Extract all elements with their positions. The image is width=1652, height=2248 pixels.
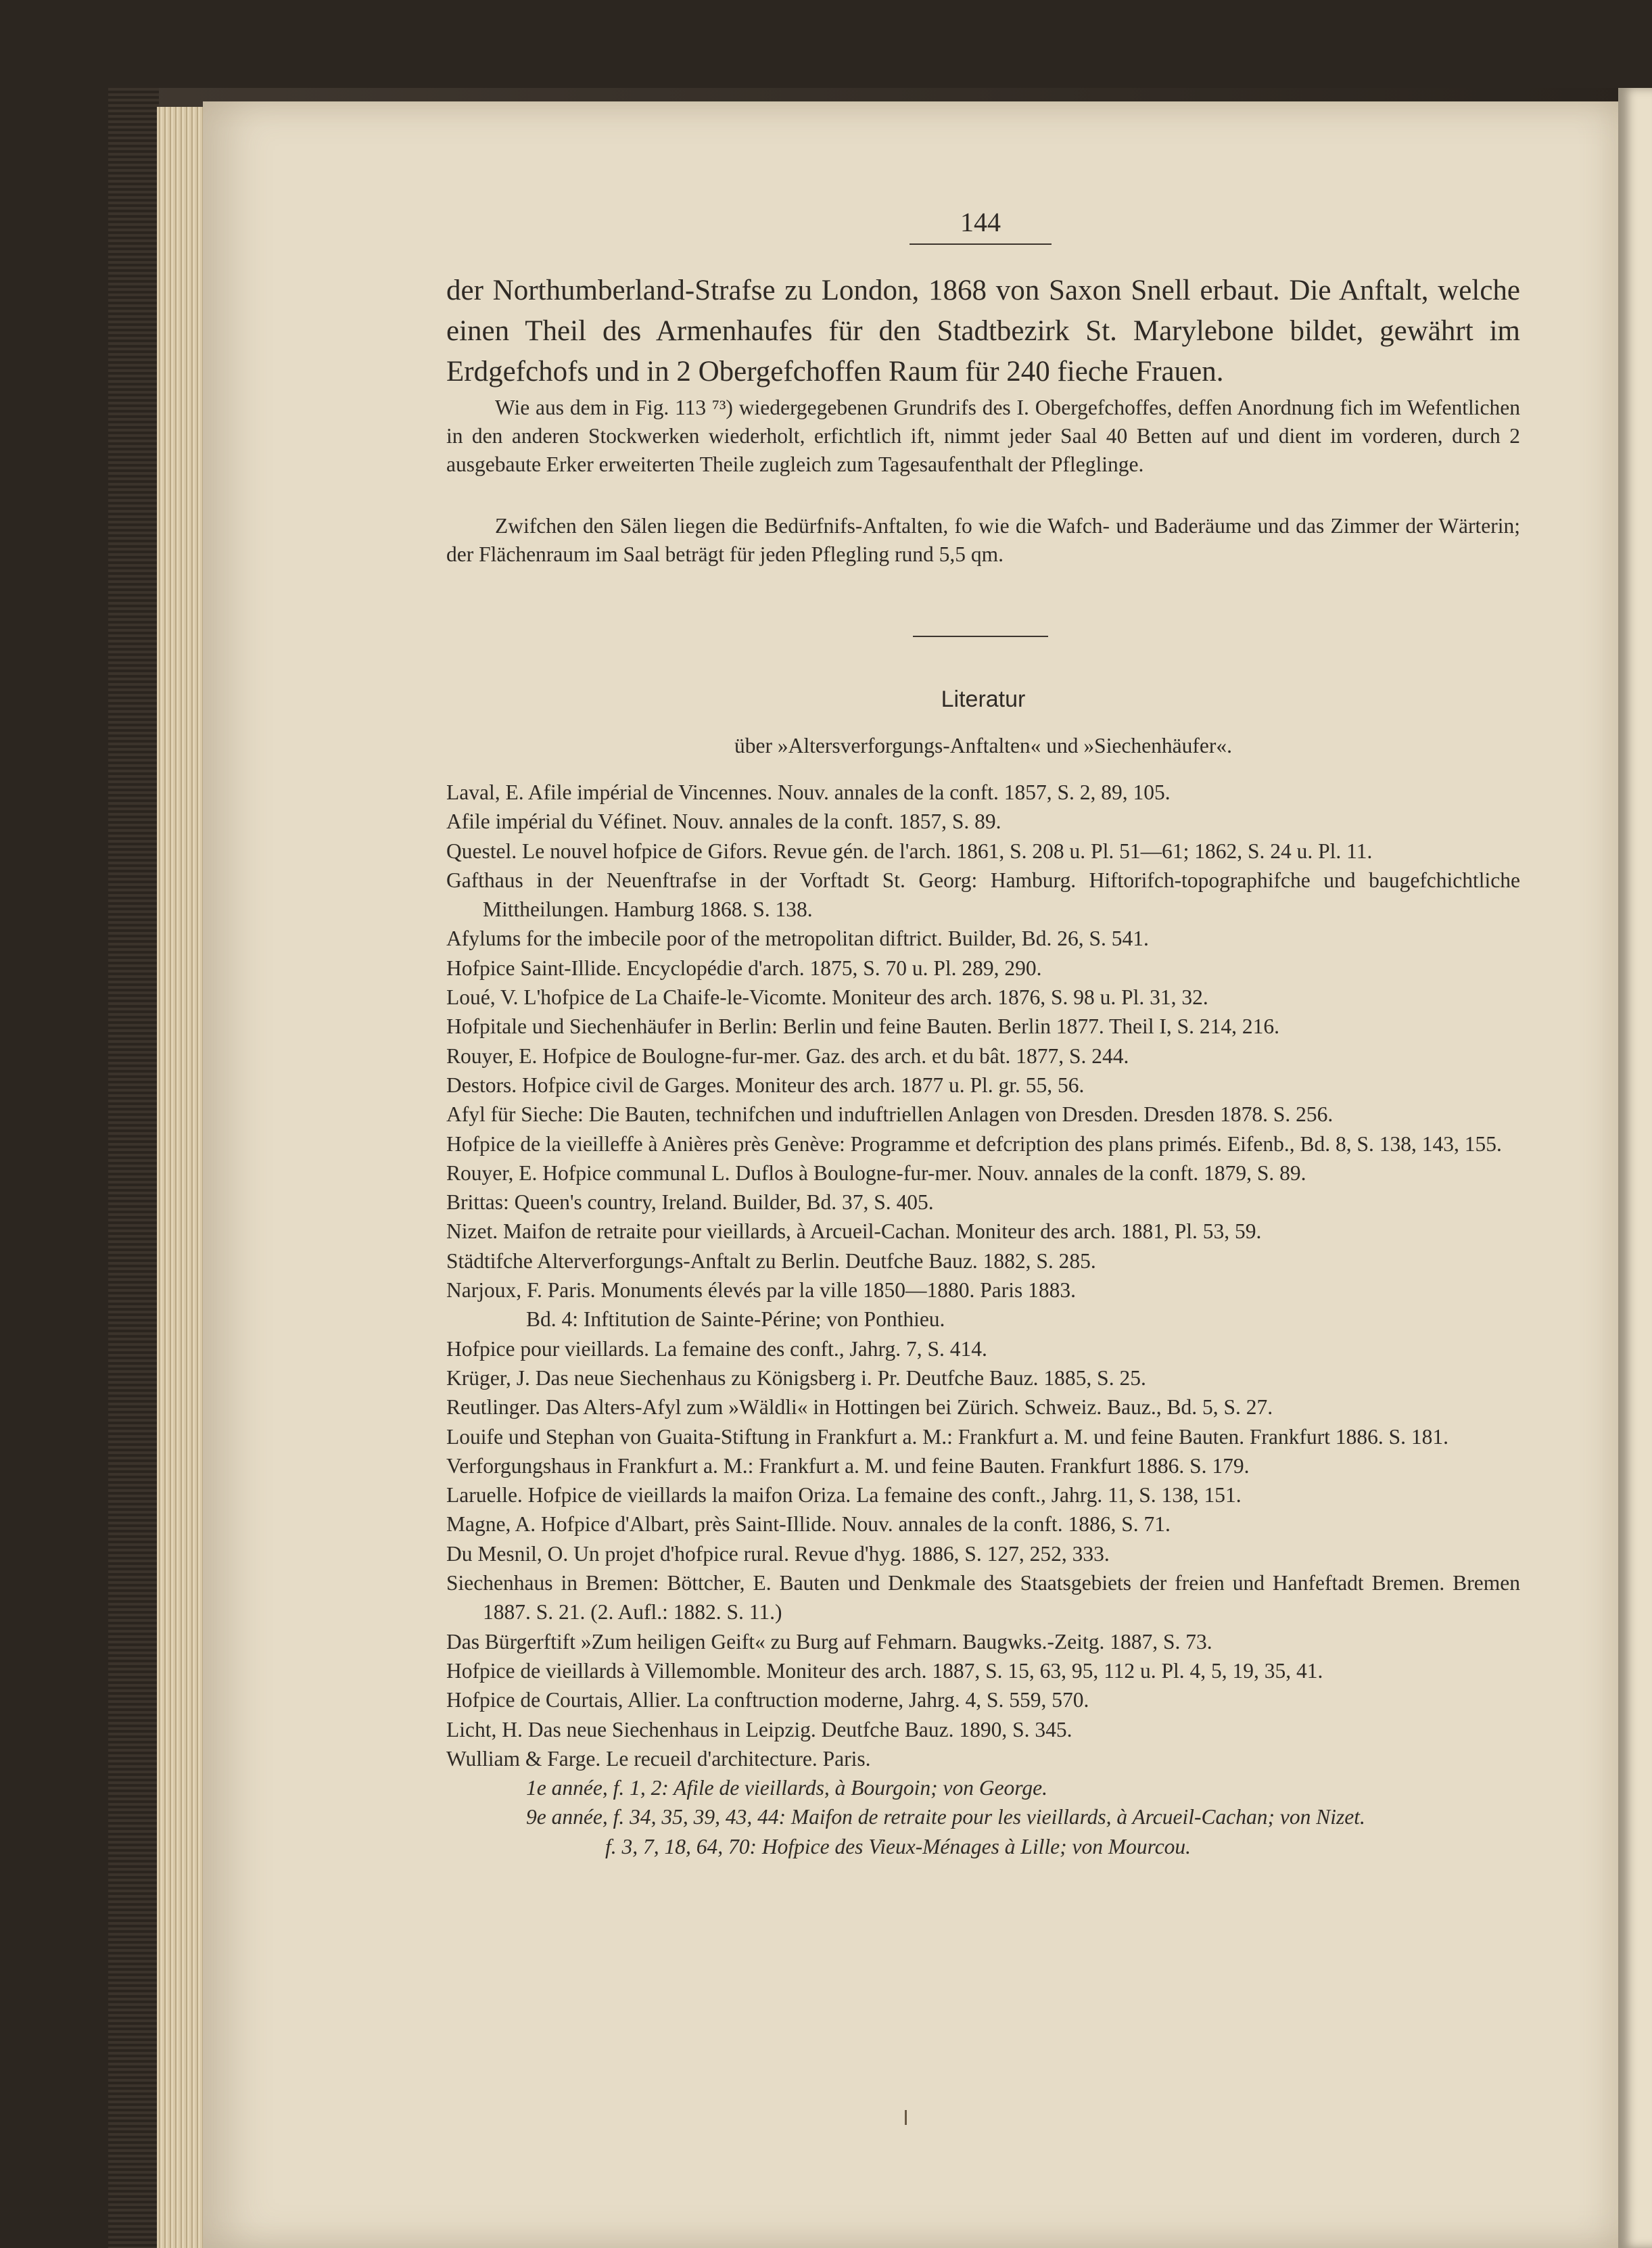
intro-paragraph: der Northumberland-Strafse zu London, 1868 von Saxon Snell erbaut. Die Anftalt, welche einen Theil des Armenhaufes für den Stadtbezirk St. Marylebone bildet, gewährt im Erdgefchofs und in 2 Obergefchoffen Raum für 240 fieche Frauen. — [446, 275, 1520, 388]
reference-list — [446, 778, 1520, 1861]
reference-item: Rouyer, E. Hofpice de Boulogne-fur-mer. Gaz. des arch. et du bât. 1877, S. 244. — [446, 1044, 1129, 1068]
reference-item: Laruelle. Hofpice de vieillards la maifon Oriza. La femaine des conft., Jahrg. 11, S. 138, 151. — [446, 1483, 1242, 1507]
next-page-edge — [1618, 88, 1652, 2248]
reference-subitem: 1e année, f. 1, 2: Afile de vieillards, à Bourgoin; von George. — [526, 1776, 1047, 1800]
reference-item: Laval, E. Afile impérial de Vincennes. Nouv. annales de la conft. 1857, S. 2, 89, 105. — [446, 780, 1171, 804]
reference-item: Hofpice Saint-Illide. Encyclopédie d'arch. 1875, S. 70 u. Pl. 289, 290. — [446, 956, 1042, 980]
reference-item: Afyl für Sieche: Die Bauten, technifchen und induftriellen Anlagen von Dresden. Dresden 1878. S. 256. — [446, 1102, 1334, 1127]
reference-item: Destors. Hofpice civil de Garges. Moniteur des arch. 1877 u. Pl. gr. 55, 56. — [446, 1073, 1085, 1097]
reference-subitem: f. 3, 7, 18, 64, 70: Hofpice des Vieux-Ménages à Lille; von Mourcou. — [605, 1834, 1191, 1858]
reference-item: Loué, V. L'hofpice de La Chaife-le-Vicomte. Moniteur des arch. 1876, S. 98 u. Pl. 31, 32. — [446, 985, 1208, 1010]
reference-item: Magne, A. Hofpice d'Albart, près Saint-Illide. Nouv. annales de la conft. 1886, S. 71. — [446, 1512, 1171, 1537]
reference-item: Questel. Le nouvel hofpice de Gifors. Revue gén. de l'arch. 1861, S. 208 u. Pl. 51—61; 1862, S. 24 u. Pl. 11. — [446, 839, 1373, 863]
page-number-rule — [910, 243, 1052, 245]
reference-item: Hofpice de vieillards à Villemomble. Moniteur des arch. 1887, S. 15, 63, 95, 112 u. Pl. 4, 5, 19, 35, 41. — [446, 1658, 1323, 1683]
reference-item: Wulliam & Farge. Le recueil d'architecture. Paris. — [446, 1746, 871, 1771]
body-paragraph-2: Zwifchen den Sälen liegen die Bedürfnifs-Anftalten, fo wie die Wafch- und Baderäume und das Zimmer der Wärterin; der Flächenraum im Saal beträgt für jeden Pflegling rund 5,5 qm. — [446, 514, 1520, 566]
page-edges — [157, 107, 210, 2248]
reference-item: Gafthaus in der Neuenftrafse in der Vorftadt St. Georg: Hamburg. Hiftorifch-topographifche und baugefchichtliche Mittheilungen. Hamburg 1868. S. 138. — [446, 868, 1520, 922]
reference-item: Afylums for the imbecile poor of the metropolitan diftrict. Builder, Bd. 26, S. 541. — [446, 927, 1149, 951]
page-mark — [905, 2110, 907, 2125]
body-paragraph-1: Wie aus dem in Fig. 113 ⁷³) wiedergegebenen Grundrifs des I. Obergefchoffes, deffen Anordnung fich im Wefentlichen in den anderen Stockwerken wiederholt, erfichtlich ift, nimmt jeder Saal 40 Betten auf und dient im vorderen, durch 2 ausgebaute Erker erweiterten Theile zugleich zum Tagesaufenthalt der Pfleglinge. — [446, 396, 1520, 476]
page-number: 144 — [960, 207, 1001, 237]
reference-subitem: Bd. 4: Inftitution de Sainte-Périne; von Ponthieu. — [526, 1307, 945, 1332]
literature-subtitle: über »Altersverforgungs-Anftalten« und »Siechenhäufer«. — [734, 734, 1232, 757]
reference-item: Siechenhaus in Bremen: Böttcher, E. Bauten und Denkmale des Staatsgebiets der freien und Hanfeftadt Bremen. Bremen 1887. S. 21. (2. Aufl.: 1882. S. 11.) — [446, 1571, 1520, 1624]
reference-item: Rouyer, E. Hofpice communal L. Duflos à Boulogne-fur-mer. Nouv. annales de la conft. 1879, S. 89. — [446, 1161, 1306, 1185]
reference-item: Brittas: Queen's country, Ireland. Builder, Bd. 37, S. 405. — [446, 1190, 934, 1215]
reference-item: Reutlinger. Das Alters-Afyl zum »Wäldli« in Hottingen bei Zürich. Schweiz. Bauz., Bd. 5, S. 27. — [446, 1395, 1273, 1420]
reference-item: Städtifche Alterverforgungs-Anftalt zu Berlin. Deutfche Bauz. 1882, S. 285. — [446, 1248, 1096, 1273]
reference-item: Du Mesnil, O. Un projet d'hofpice rural. Revue d'hyg. 1886, S. 127, 252, 333. — [446, 1541, 1110, 1566]
reference-subitem: 9e année, f. 34, 35, 39, 43, 44: Maifon de retraite pour les vieillards, à Arcueil-Cachan; von Nizet. — [526, 1805, 1365, 1829]
reference-item: Louife und Stephan von Guaita-Stiftung in Frankfurt a. M.: Frankfurt a. M. und feine Bauten. Frankfurt 1886. S. 181. — [446, 1424, 1449, 1449]
reference-item: Hofpice pour vieillards. La femaine des conft., Jahrg. 7, S. 414. — [446, 1336, 987, 1361]
literature-title: Literatur — [941, 686, 1026, 712]
reference-item: Nizet. Maifon de retraite pour vieillards, à Arcueil-Cachan. Moniteur des arch. 1881, Pl. 53, 59. — [446, 1219, 1262, 1244]
reference-item: Verforgungshaus in Frankfurt a. M.: Frankfurt a. M. und feine Bauten. Frankfurt 1886. S. 179. — [446, 1453, 1250, 1478]
reference-item: Narjoux, F. Paris. Monuments élevés par la ville 1850—1880. Paris 1883. — [446, 1278, 1076, 1303]
reference-item: Hofpice de Courtais, Allier. La conftruction moderne, Jahrg. 4, S. 559, 570. — [446, 1688, 1089, 1712]
reference-item: Licht, H. Das neue Siechenhaus in Leipzig. Deutfche Bauz. 1890, S. 345. — [446, 1717, 1072, 1741]
reference-item: Hofpice de la vieilleffe à Anières près Genève: Programme et defcription des plans primés. Eifenb., Bd. 8, S. 138, 143, 155. — [446, 1131, 1502, 1156]
section-divider — [913, 636, 1048, 637]
reference-item: Hofpitale und Siechenhäufer in Berlin: Berlin und feine Bauten. Berlin 1877. Theil I, S. 214, 216. — [446, 1014, 1280, 1039]
book-spine — [108, 88, 159, 2248]
reference-item: Krüger, J. Das neue Siechenhaus zu Königsberg i. Pr. Deutfche Bauz. 1885, S. 25. — [446, 1365, 1146, 1390]
reference-item: Afile impérial du Véfinet. Nouv. annales de la conft. 1857, S. 89. — [446, 810, 1001, 834]
reference-item: Das Bürgerftift »Zum heiligen Geift« zu Burg auf Fehmarn. Baugwks.-Zeitg. 1887, S. 73. — [446, 1629, 1212, 1654]
